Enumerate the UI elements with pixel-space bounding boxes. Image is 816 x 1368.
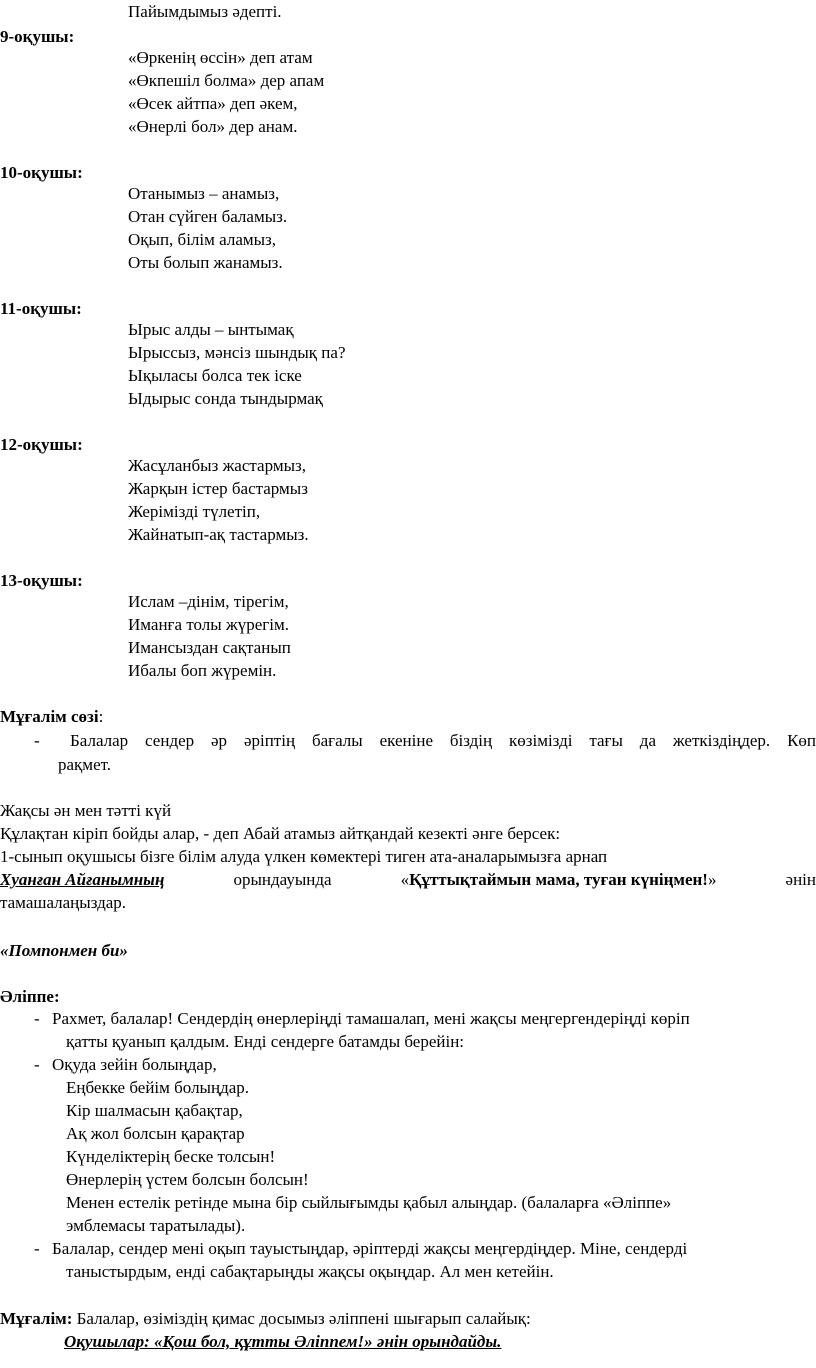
poem-line: Иманға толы жүрегім.	[128, 615, 289, 634]
teacher-word-colon: :	[98, 707, 104, 726]
word: көзімізді	[509, 731, 573, 750]
alippe-line: Рахмет, балалар! Сендердің өнерлеріңді тамашалап, мені жақсы меңгергендеріңді көріп	[52, 1009, 690, 1028]
closing-text: Балалар, өзіміздің қимас досымыз әліппені шығарып салайық:	[76, 1309, 531, 1328]
song-title-wrap	[401, 869, 717, 891]
poem-line: Ибалы боп жүремін.	[128, 661, 277, 680]
word: бағалы	[311, 731, 363, 750]
alippe-line: Еңбекке бейім болыңдар.	[66, 1078, 250, 1097]
list-dash: -	[34, 1055, 40, 1074]
intro-song-line	[0, 869, 816, 891]
poem-line: Жайнатып-ақ тастармыз.	[128, 525, 309, 544]
alippe-line: Менен естелік ретінде мына бір сыйлығымды қабыл алыңдар. (балаларға «Әліппе»	[66, 1193, 672, 1212]
poem-line: Оты болып жанамыз.	[128, 253, 283, 272]
alippe-line: таныстырдым, енді сабақтарыңды жақсы оқыңдар. Ал мен кетейін.	[66, 1262, 554, 1281]
alippe-line: Кір шалмасын қабақтар,	[66, 1101, 243, 1120]
song-title: Құттықтаймын мама, туған күніңмен!	[409, 870, 708, 889]
alippe-line: Өнерлерің үстем болсын болсын!	[66, 1170, 309, 1189]
teacher-word-line: рақмет.	[58, 755, 112, 774]
closing-line	[0, 1308, 531, 1330]
alippe-line: Ақ жол болсын қарақтар	[66, 1124, 245, 1143]
quote-close: »	[707, 870, 717, 889]
word: сендер	[145, 731, 195, 750]
performer-name: Хуанған Айғанымның	[0, 870, 165, 889]
pupil-label: 12-оқушы:	[0, 435, 83, 454]
word: тағы	[589, 731, 623, 750]
poem-line: Ырыс алды – ынтымақ	[128, 320, 294, 339]
word: әріптің	[243, 731, 296, 750]
poem-line: Жасұланбыз жастармыз,	[128, 456, 306, 475]
poem-line: Ыдырыс сонда тындырмақ	[128, 389, 323, 408]
intro-line: Құлақтан кіріп бойды алар, - деп Абай атамыз айтқандай кезекті әнге берсек:	[0, 824, 561, 843]
pupil-label: 10-оқушы:	[0, 163, 83, 182]
poem-line: Отанымыз – анамыз,	[128, 184, 280, 203]
poem-line: «Өсек айтпа» деп әкем,	[128, 94, 298, 113]
alippe-line: эмблемасы таратылады).	[66, 1216, 246, 1235]
poem-line: Пайымдымыз әдепті.	[128, 2, 282, 21]
word: екеніне	[379, 731, 433, 750]
poem-line: Ықыласы болса тек іске	[128, 366, 302, 385]
intro-line: Жақсы ән мен тәтті күй	[0, 801, 172, 820]
dance-title: «Помпонмен би»	[0, 941, 128, 960]
word: әр	[211, 731, 228, 750]
teacher-word-line	[70, 730, 816, 752]
word: біздің	[449, 731, 493, 750]
poem-line: Имансыздан сақтанып	[128, 638, 291, 657]
pupil-label: 9-оқушы:	[0, 27, 75, 46]
alippe-line: Күнделіктерің беске толсын!	[66, 1147, 276, 1166]
pupil-label: 13-оқушы:	[0, 571, 83, 590]
alippe-line: Оқуда зейін болыңдар,	[52, 1055, 217, 1074]
list-dash: -	[34, 1009, 40, 1028]
teacher-word-label: Мұғалім сөзі	[0, 707, 99, 726]
word: жеткіздіңдер.	[672, 731, 771, 750]
poem-line: Жарқын істер бастармыз	[128, 479, 308, 498]
poem-line: Ырыссыз, мәнсіз шындық па?	[128, 343, 346, 362]
pupil-label: 11-оқушы:	[0, 299, 82, 318]
poem-line: Ислам –дінім, тірегім,	[128, 592, 289, 611]
word: Балалар	[70, 731, 129, 750]
quote-open: «	[400, 870, 410, 889]
list-dash: -	[34, 731, 40, 750]
word: да	[639, 731, 656, 750]
list-dash: -	[34, 1239, 40, 1258]
teacher-word-heading	[0, 706, 103, 728]
perform-word: орындауында	[233, 870, 332, 889]
poem-line: Оқып, білім аламыз,	[128, 230, 277, 249]
alippe-line: қатты қуанып қалдым. Енді сендерге батамды берейін:	[66, 1032, 465, 1051]
intro-line: 1-сынып оқушысы бізге білім алуда үлкен көмектері тиген ата-аналарымызға арнап	[0, 847, 608, 866]
poem-line: «Өнерлі бол» дер анам.	[128, 117, 298, 136]
poem-line: Отан сүйген баламыз.	[128, 207, 288, 226]
closing-label: Мұғалім:	[0, 1309, 73, 1328]
intro-line: тамашалаңыздар.	[0, 893, 127, 912]
poem-line: «Өкпешіл болма» дер апам	[128, 71, 325, 90]
song-suffix: әнін	[785, 870, 816, 889]
alippe-line: Балалар, сендер мені оқып тауыстыңдар, әріптерді жақсы меңгердіңдер. Міне, сендерді	[52, 1239, 688, 1258]
word: Көп	[787, 731, 816, 750]
alippe-label: Әліппе:	[0, 987, 60, 1006]
closing-song-line: Оқушылар: «Қош бол, құтты Әліппем!» әнін орындайды.	[64, 1332, 502, 1351]
poem-line: Жерімізді түлетіп,	[128, 502, 261, 521]
poem-line: «Өркенің өссін» деп атам	[128, 48, 313, 67]
